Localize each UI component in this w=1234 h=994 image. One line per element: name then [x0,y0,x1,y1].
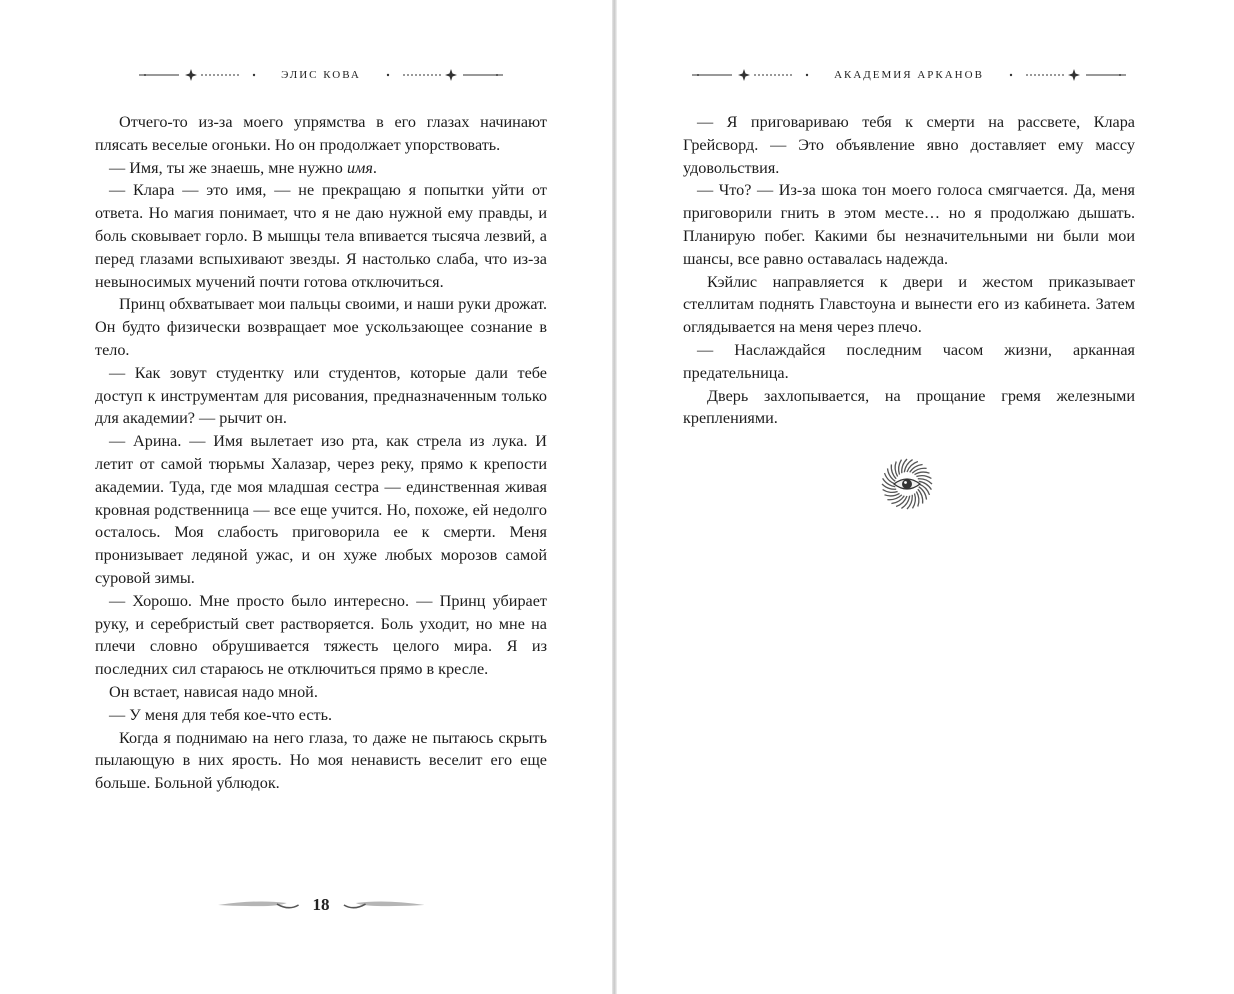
paragraph-dialog: — Что? — Из-за шока тон моего голоса смягчается. Да, меня приговорили гнить в этом месте… но я продолжаю дышать. Планирую побег. Какими бы незначительными ни были мои шансы, все равно оставалась надежда. [683,181,1135,268]
folio-right-ornament-icon [340,895,425,915]
right-page [617,0,1234,994]
moon-star-ornament-icon [139,68,257,82]
paragraph: Принц обхватывает мои пальцы своими, и наши руки дрожат. Он будто физически возвращает мое ускользающее сознание в тело. [95,295,547,359]
paragraph-dialog: — Наслаждайся последним часом жизни, арканная предательница. [683,340,1135,382]
left-page [0,0,612,994]
moon-star-ornament-icon [692,68,810,82]
paragraph-dialog: — Я приговариваю тебя к смерти на рассвете, Клара Грейсворд. — Это объявление явно доставляет ему массу удовольствия. [683,113,1135,177]
paragraph-dialog: — Хорошо. Мне просто было интересно. — Принц убирает руку, и серебристый свет растворяется. Боль уходит, но мне на плечи словно обрушивается тяжесть целого мира. Я из последних сил стараюсь не отключиться прямо в кресле. [95,591,547,679]
running-head-right [683,60,1135,90]
paragraph-dialog: — У меня для тебя кое-что есть. [109,705,333,724]
page-number: 18 [312,895,330,914]
paragraph: Когда я поднимаю на него глаза, то даже не пытаюсь скрыть пылающую в них ярость. Но моя ненависть веселит его еще больше. Больной ублюдок. [95,728,547,793]
eye-vignette-icon [881,458,933,510]
emphasis-word: имя [346,158,373,177]
running-head-title: АКАДЕМИЯ АРКАНОВ [834,69,984,81]
paragraph: Дверь захлопывается, на прощание гремя железными креплениями. [683,386,1135,428]
paragraph-dialog: — Как зовут студентку или студентов, которые дали тебе доступ к инструментам для рисования, предназначенным только для академии? — рычит он. [95,363,547,428]
left-text-block [95,111,547,795]
paragraph-dialog: — Клара — это имя, — не прекращаю я попытки уйти от ответа. Но магия понимает, что я не даю нужной ему правды, и боль сковывает горло. В мышцы тела впивается тысяча лезвий, а перед глазами вспыхивают звезды. Я настолько слаба, что из-за невыносимых мучений почти готова отключиться. [95,181,547,291]
paragraph-dialog: Он встает, нависая надо мной. [109,682,318,701]
right-text-block [683,111,1135,430]
paragraph-dialog: — Имя, ты же знаешь, мне нужно имя. [109,158,377,177]
moon-star-ornament-icon [385,68,503,82]
paragraph: Кэйлис направляется к двери и жестом приказывает стеллитам поднять Главстоуна и вынести его из кабинета. Затем оглядывается на меня через плечо. [683,272,1135,337]
folio-left-ornament-icon [218,895,303,915]
paragraph: Отчего-то из-за моего упрямства в его глазах начинают плясать веселые огоньки. Но он продолжает упорствовать. [95,113,547,154]
running-head-left [95,60,547,90]
running-head-title: ЭЛИС КОВА [281,69,361,81]
moon-star-ornament-icon [1008,68,1126,82]
page-number-folio [218,890,424,920]
paragraph-dialog: — Арина. — Имя вылетает изо рта, как стрела из лука. И летит от самой тюрьмы Халазар, через реку, прямо к крепости академии. Туда, где моя младшая сестра — единственная живая кровная родственница — все еще учится. Но, похоже, ей недолго осталось. Моя слабость приговорила ее к смерти. Меня пронизывает ледяной ужас, и он хуже любых морозов самой суровой зимы. [95,432,547,587]
